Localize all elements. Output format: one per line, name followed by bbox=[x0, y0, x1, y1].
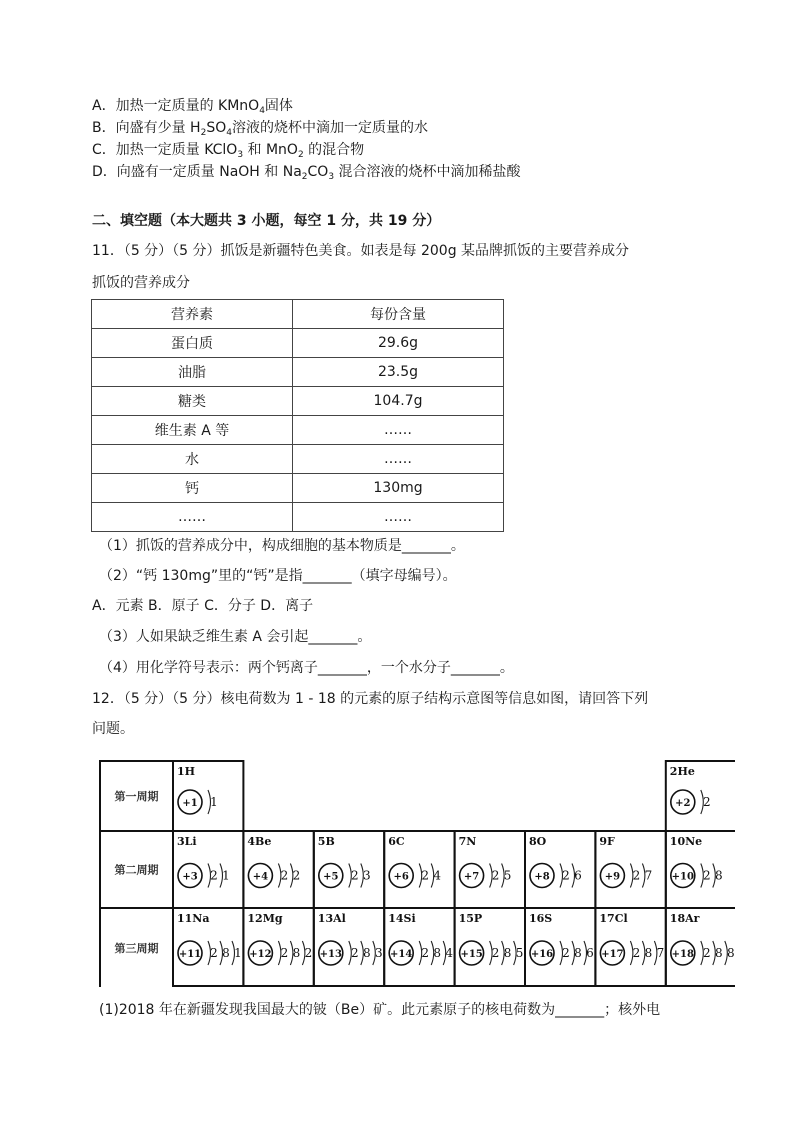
table-row bbox=[92, 445, 504, 474]
periodic-table-svg bbox=[99, 760, 735, 987]
q11-sub1: （1）抓饭的营养成分中，构成细胞的基本物质是_______。 bbox=[99, 538, 465, 554]
table-cell: 糖类 bbox=[92, 387, 293, 416]
nucleus-charge: +18 bbox=[671, 949, 694, 960]
element-label: 13Al bbox=[317, 912, 346, 925]
table-cell: 油脂 bbox=[92, 358, 293, 387]
table-cell: …… bbox=[92, 503, 293, 532]
option-a: A．加热一定质量的 KMnO$_4$固体 bbox=[92, 98, 293, 116]
shell-electron-count: 6 bbox=[574, 868, 582, 883]
option-c: C．加热一定质量 KClO$_3$ 和 MnO$_2$ 的混合物 bbox=[92, 142, 365, 160]
nucleus-charge: +17 bbox=[601, 949, 624, 960]
element-label: 12Mg bbox=[247, 912, 283, 925]
table-cell: …… bbox=[293, 445, 504, 474]
shell-electron-count: 7 bbox=[656, 946, 665, 960]
element-label: 2He bbox=[669, 765, 695, 778]
shell-electron-count: 2 bbox=[702, 795, 711, 809]
shell-electron-count: 4 bbox=[445, 946, 454, 960]
shell-electron-count: 2 bbox=[702, 868, 711, 883]
element-label: 17Cl bbox=[599, 912, 628, 925]
nucleus-charge: +1 bbox=[182, 798, 198, 809]
shell-electron-count: 2 bbox=[280, 946, 289, 960]
q11-stem: 11．（5 分）（5 分）抓饭是新疆特色美食。如表是每 200g 某品牌抓饭的主要营养成分 bbox=[92, 243, 630, 259]
nucleus-charge: +6 bbox=[393, 871, 409, 883]
shell-electron-count: 6 bbox=[586, 946, 594, 960]
nucleus-charge: +9 bbox=[604, 871, 621, 883]
q12-sub1: (1)2018 年在新疆发现我国最大的铍（Be）矿。此元素原子的核电荷数为_______；核外电 bbox=[99, 1002, 661, 1018]
nucleus-charge: +8 bbox=[534, 871, 550, 883]
nucleus-charge: +5 bbox=[323, 871, 339, 883]
period-label: 第一周期 bbox=[114, 790, 159, 803]
table-row bbox=[92, 503, 504, 532]
period-label: 第三周期 bbox=[114, 942, 159, 955]
nucleus-charge: +10 bbox=[671, 871, 694, 883]
shell-electron-count: 1 bbox=[222, 868, 230, 883]
q11-sub4: （4）用化学符号表示：两个钙离子_______，一个水分子_______。 bbox=[99, 660, 514, 676]
table-header-cell: 每份含量 bbox=[293, 300, 504, 329]
table-row bbox=[92, 416, 504, 445]
table-row bbox=[92, 387, 504, 416]
shell-electron-count: 2 bbox=[350, 868, 359, 883]
table-cell: 23.5g bbox=[293, 358, 504, 387]
shell-electron-count: 2 bbox=[292, 868, 301, 883]
element-label: 5B bbox=[317, 835, 335, 848]
shell-electron-count: 7 bbox=[644, 868, 653, 883]
q11-sub2-options: A．元素 B．原子 C．分子 D．离子 bbox=[92, 598, 314, 614]
element-label: 3Li bbox=[177, 835, 197, 848]
table-header-cell: 营养素 bbox=[92, 300, 293, 329]
shell-electron-count: 8 bbox=[644, 946, 653, 960]
element-label: 18Ar bbox=[669, 912, 700, 925]
nucleus-charge: +7 bbox=[463, 871, 480, 883]
shell-electron-count: 8 bbox=[726, 946, 735, 960]
shell-electron-count: 8 bbox=[714, 946, 723, 960]
element-label: 16S bbox=[529, 912, 553, 925]
table-cell: …… bbox=[293, 503, 504, 532]
shell-electron-count: 5 bbox=[503, 868, 512, 883]
nucleus-charge: +3 bbox=[182, 871, 198, 883]
shell-electron-count: 2 bbox=[304, 946, 313, 960]
element-label: 8O bbox=[529, 835, 547, 848]
shell-electron-count: 2 bbox=[632, 868, 641, 883]
table-cell: 130mg bbox=[293, 474, 504, 503]
element-label: 15P bbox=[458, 912, 483, 925]
shell-electron-count: 8 bbox=[503, 946, 512, 960]
shell-electron-count: 3 bbox=[374, 946, 383, 960]
periodic-table-diagram bbox=[99, 760, 735, 987]
table-header-row bbox=[92, 300, 504, 329]
table-cell: 水 bbox=[92, 445, 293, 474]
shell-electron-count: 8 bbox=[714, 868, 723, 883]
table-cell: 104.7g bbox=[293, 387, 504, 416]
shell-electron-count: 1 bbox=[234, 946, 242, 960]
q11-sub3: （3）人如果缺乏维生素 A 会引起_______。 bbox=[99, 629, 372, 645]
shell-electron-count: 2 bbox=[210, 946, 218, 960]
nutrition-table bbox=[91, 299, 504, 532]
shell-electron-count: 2 bbox=[562, 868, 570, 883]
period-label: 第二周期 bbox=[114, 863, 159, 877]
shell-electron-count: 8 bbox=[574, 946, 582, 960]
shell-electron-count: 8 bbox=[222, 946, 230, 960]
element-label: 14Si bbox=[388, 912, 416, 925]
q12-stem-line1: 12．（5 分）（5 分）核电荷数为 1 - 18 的元素的原子结构示意图等信息如图，请回答下列 bbox=[92, 691, 649, 707]
nucleus-charge: +14 bbox=[390, 949, 413, 960]
nucleus-charge: +16 bbox=[530, 949, 554, 960]
table-cell: 蛋白质 bbox=[92, 329, 293, 358]
element-label: 4Be bbox=[247, 835, 272, 848]
element-label: 6C bbox=[388, 835, 405, 848]
nucleus-charge: +13 bbox=[319, 949, 342, 960]
table-cell: 维生素 A 等 bbox=[92, 416, 293, 445]
table-cell: …… bbox=[293, 416, 504, 445]
shell-electron-count: 3 bbox=[362, 868, 371, 883]
shell-electron-count: 2 bbox=[702, 946, 711, 960]
shell-electron-count: 8 bbox=[433, 946, 442, 960]
nucleus-charge: +2 bbox=[675, 798, 691, 809]
nucleus-charge: +15 bbox=[460, 949, 483, 960]
shell-electron-count: 2 bbox=[350, 946, 359, 960]
shell-electron-count: 8 bbox=[362, 946, 371, 960]
shell-electron-count: 2 bbox=[562, 946, 570, 960]
option-d: D．向盛有一定质量 NaOH 和 $Na_2CO_3$ 混合溶液的烧杯中滴加稀盐酸 bbox=[92, 164, 521, 182]
option-b: B．向盛有少量 $H_2SO_4$溶液的烧杯中滴加一定质量的水 bbox=[92, 120, 428, 138]
shell-electron-count: 1 bbox=[210, 795, 218, 809]
shell-electron-count: 5 bbox=[515, 946, 524, 960]
shell-electron-count: 2 bbox=[632, 946, 641, 960]
table-cell: 29.6g bbox=[293, 329, 504, 358]
shell-electron-count: 2 bbox=[210, 868, 218, 883]
q11-sub2: （2）“钙 130mg”里的“钙”是指_______（填字母编号）。 bbox=[99, 568, 457, 584]
element-label: 10Ne bbox=[669, 835, 703, 848]
section-title: 二、填空题（本大题共 3 小题，每空 1 分，共 19 分） bbox=[92, 213, 441, 229]
element-label: 9F bbox=[599, 835, 615, 848]
shell-electron-count: 2 bbox=[491, 868, 500, 883]
shell-electron-count: 2 bbox=[491, 946, 500, 960]
nucleus-charge: +11 bbox=[178, 949, 202, 960]
table-caption: 抓饭的营养成分 bbox=[92, 275, 190, 291]
shell-electron-count: 8 bbox=[292, 946, 301, 960]
table-row bbox=[92, 329, 504, 358]
nucleus-charge: +4 bbox=[252, 871, 269, 883]
q12-stem-line2: 问题。 bbox=[92, 721, 134, 737]
element-label: 11Na bbox=[177, 912, 210, 925]
nucleus-charge: +12 bbox=[249, 949, 272, 960]
shell-electron-count: 2 bbox=[421, 868, 430, 883]
table-row bbox=[92, 474, 504, 503]
shell-electron-count: 4 bbox=[433, 868, 442, 883]
table-cell: 钙 bbox=[92, 474, 293, 503]
element-label: 1H bbox=[177, 765, 196, 778]
table-row bbox=[92, 358, 504, 387]
element-label: 7N bbox=[458, 835, 477, 848]
shell-electron-count: 2 bbox=[421, 946, 430, 960]
shell-electron-count: 2 bbox=[280, 868, 289, 883]
